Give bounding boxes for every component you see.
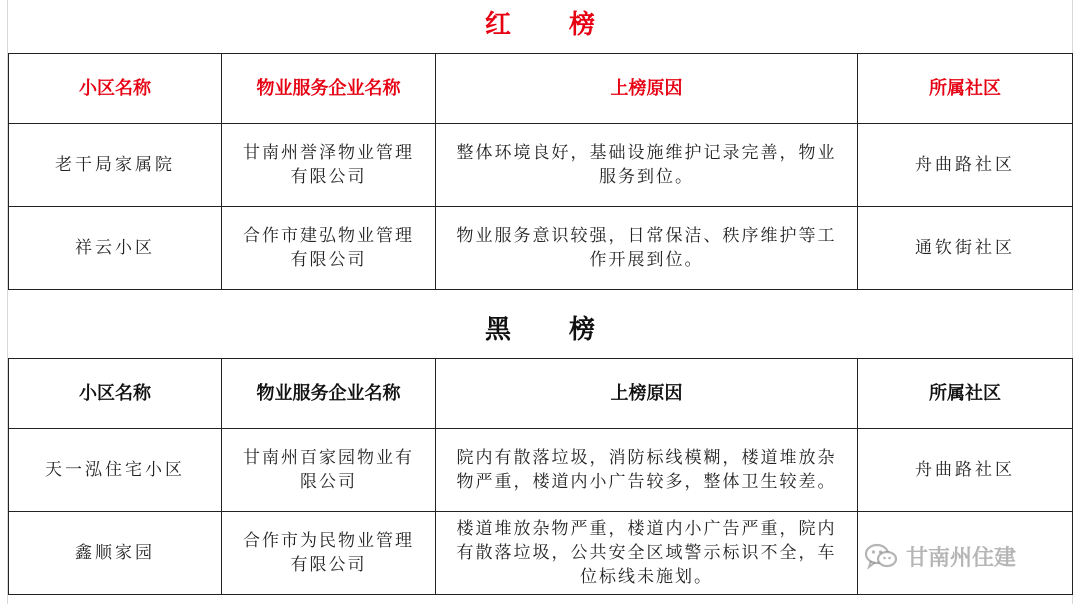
header-community: 小区名称 — [9, 359, 222, 429]
company-cell: 甘南州誉泽物业管理有限公司 — [222, 124, 436, 207]
header-company: 物业服务企业名称 — [222, 54, 436, 124]
header-district: 所属社区 — [858, 359, 1073, 429]
red-board-title-char: 榜 — [569, 10, 596, 40]
table-row — [9, 124, 1073, 207]
reason-cell: 物业服务意识较强，日常保洁、秩序维护等工作开展到位。 — [436, 207, 858, 290]
watermark-text: 甘南州住建 — [906, 545, 1017, 571]
community-cell: 天一泓住宅小区 — [9, 429, 222, 512]
header-company: 物业服务企业名称 — [222, 359, 436, 429]
company-cell: 合作市建弘物业管理有限公司 — [222, 207, 436, 290]
table-header-row — [9, 359, 1073, 429]
black-board-title — [0, 309, 1080, 346]
black-board-title-char: 榜 — [569, 315, 596, 345]
district-cell: 舟曲路社区 — [858, 124, 1073, 207]
reason-cell: 整体环境良好，基础设施维护记录完善，物业服务到位。 — [436, 124, 858, 207]
red-board-title-char: 红 — [484, 10, 511, 40]
header-district: 所属社区 — [858, 54, 1073, 124]
red-board-table — [8, 53, 1073, 290]
table-header-row — [9, 54, 1073, 124]
company-cell: 甘南州百家园物业有限公司 — [222, 429, 436, 512]
red-board-title — [0, 4, 1080, 41]
district-cell: 舟曲路社区 — [858, 429, 1073, 512]
table-row — [9, 429, 1073, 512]
header-reason: 上榜原因 — [436, 359, 858, 429]
wechat-icon — [864, 542, 898, 570]
company-cell: 合作市为民物业管理有限公司 — [222, 512, 436, 595]
wechat-watermark — [864, 538, 1016, 574]
community-cell: 老干局家属院 — [9, 124, 222, 207]
district-cell: 通钦街社区 — [858, 207, 1073, 290]
table-row — [9, 207, 1073, 290]
reason-cell: 楼道堆放杂物严重，楼道内小广告严重，院内有散落垃圾，公共安全区域警示标识不全，车位标线未施划。 — [436, 512, 858, 595]
reason-cell: 院内有散落垃圾，消防标线模糊，楼道堆放杂物严重，楼道内小广告较多，整体卫生较差。 — [436, 429, 858, 512]
header-community: 小区名称 — [9, 54, 222, 124]
community-cell: 鑫顺家园 — [9, 512, 222, 595]
community-cell: 祥云小区 — [9, 207, 222, 290]
black-board-title-char: 黑 — [484, 315, 511, 345]
header-reason: 上榜原因 — [436, 54, 858, 124]
